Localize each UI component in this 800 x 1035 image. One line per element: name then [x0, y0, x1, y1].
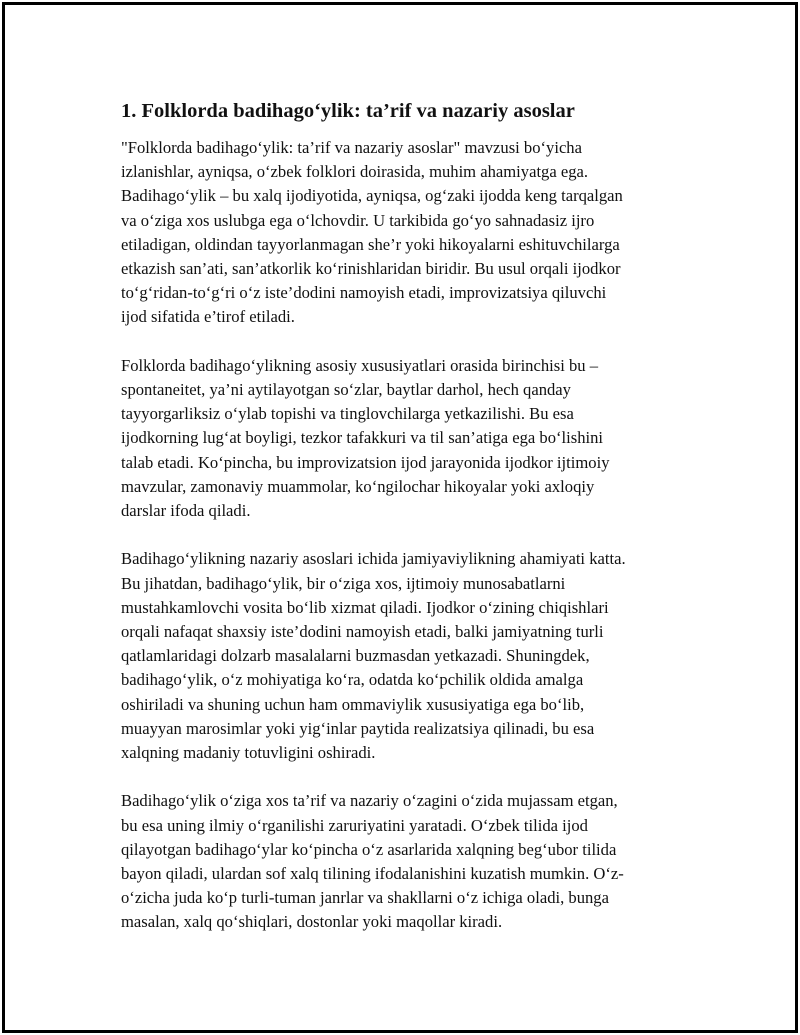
- document-body: [121, 98, 681, 959]
- text-line: Badihago‘ylikning nazariy asoslari ichida jamiyaviylikning ahamiyati katta.: [121, 549, 626, 569]
- text-line: spontaneitet, ya’ni aytilayotgan so‘zlar, baytlar darhol, hech qanday: [121, 380, 571, 400]
- text-line: Folklorda badihago‘ylikning asosiy xususiyatlari orasida birinchisi bu –: [121, 355, 599, 375]
- text-line: qilayotgan badihago‘ylar ko‘pincha o‘z asarlarida xalqning beg‘ubor tilida: [121, 839, 617, 859]
- text-line: masalan, xalq qo‘shiqlari, dostonlar yoki maqollar kiradi.: [121, 912, 503, 932]
- text-line: etiladigan, oldindan tayyorlanmagan she’r yoki hikoyalarni eshituvchilarga: [121, 234, 620, 254]
- page-frame: [2, 2, 798, 1033]
- text-line: bu esa uning ilmiy o‘rganilishi zaruriyatini yaratadi. O‘zbek tilida ijod: [121, 815, 588, 835]
- text-line: xalqning madaniy totuvligini oshiradi.: [121, 743, 376, 763]
- text-line: badihago‘ylik, o‘z mohiyatiga ko‘ra, odatda ko‘pchilik oldida amalga: [121, 670, 584, 690]
- text-line: darslar ifoda qiladi.: [121, 501, 251, 521]
- paragraph-3: [121, 547, 681, 765]
- section-heading: 1. Folklorda badihago‘ylik: ta’rif va nazariy asoslar: [121, 100, 575, 122]
- text-line: muayyan marosimlar yoki yig‘inlar paytida realizatsiya qilinadi, bu esa: [121, 718, 595, 738]
- text-line: izlanishlar, ayniqsa, o‘zbek folklori doirasida, muhim ahamiyatga ega.: [121, 162, 589, 182]
- text-line: bayon qiladi, ulardan sof xalq tilining ifodalanishini kuzatish mumkin. O‘z-: [121, 864, 624, 884]
- text-line: "Folklorda badihago‘ylik: ta’rif va nazariy asoslar" mavzusi bo‘yicha: [121, 138, 582, 157]
- text-line: ijodkorning lug‘at boyligi, tezkor tafakkuri va til san’atiga ega bo‘lishini: [121, 428, 604, 448]
- text-line: oshiriladi va shuning uchun ham ommaviylik xususiyatiga ega bo‘lib,: [121, 694, 585, 714]
- text-line: va o‘ziga xos uslubga ega o‘lchovdir. U tarkibida go‘yo sahnadasiz ijro: [121, 210, 595, 230]
- paragraph-1: [121, 136, 681, 330]
- text-line: o‘zicha juda ko‘p turli-tuman janrlar va shakllarni o‘z ichiga oladi, bunga: [121, 888, 609, 908]
- text-line: Badihago‘ylik – bu xalq ijodiyotida, ayniqsa, og‘zaki ijodda keng tarqalgan: [121, 186, 623, 206]
- text-line: qatlamlaridagi dolzarb masalalarni buzmasdan yetkazadi. Shuningdek,: [121, 646, 590, 666]
- text-line: etkazish san’ati, san’atkorlik ko‘rinishlaridan biridir. Bu usul orqali ijodkor: [121, 259, 621, 279]
- text-line: ijod sifatida e’tirof etiladi.: [121, 307, 295, 327]
- text-line: mavzular, zamonaviy muammolar, ko‘ngilochar hikoyalar yoki axloqiy: [121, 476, 595, 496]
- text-line: to‘g‘ridan-to‘g‘ri o‘z iste’dodini namoyish etadi, improvizatsiya qiluvchi: [121, 283, 607, 303]
- text-line: mustahkamlovchi vosita bo‘lib xizmat qiladi. Ijodkor o‘zining chiqishlari: [121, 597, 609, 617]
- paragraph-2: [121, 354, 681, 523]
- text-line: tayyorgarliksiz o‘ylab topishi va tinglovchilarga yetkazilishi. Bu esa: [121, 404, 574, 424]
- paragraph-4: [121, 789, 681, 934]
- text-line: Badihago‘ylik o‘ziga xos ta’rif va nazariy o‘zagini o‘zida mujassam etgan,: [121, 791, 618, 811]
- text-line: Bu jihatdan, badihago‘ylik, bir o‘ziga xos, ijtimoiy munosabatlarni: [121, 573, 566, 593]
- text-line: talab etadi. Ko‘pincha, bu improvizatsion ijod jarayonida ijodkor ijtimoiy: [121, 452, 610, 472]
- text-line: orqali nafaqat shaxsiy iste’dodini namoyish etadi, balki jamiyatning turli: [121, 622, 604, 642]
